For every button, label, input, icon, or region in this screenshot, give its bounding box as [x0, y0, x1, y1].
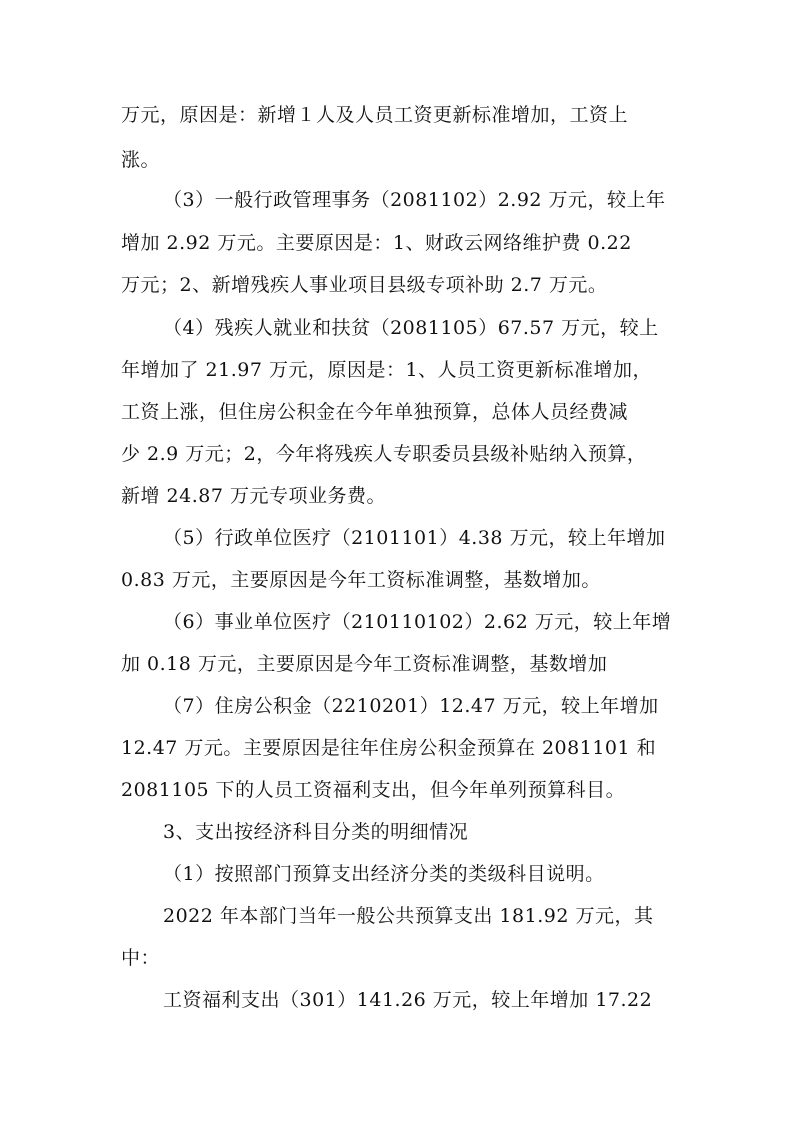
text-line: 中：: [121, 947, 161, 969]
text-line: 工资福利支出（301）141.26 万元，较上年增加 17.22: [163, 989, 653, 1011]
text-line: 少 2.9 万元；2，今年将残疾人专职委员县级补贴纳入预算，: [121, 443, 647, 465]
text-line: 2022 年本部门当年一般公共预算支出 181.92 万元，其: [163, 905, 654, 927]
text-line: （3）一般行政管理事务（2081102）2.92 万元，较上年: [163, 189, 666, 211]
text-line: 年增加了 21.97 万元，原因是：1、人员工资更新标准增加，: [121, 359, 653, 381]
text-line: 万元，原因是：新增１人及人员工资更新标准增加，工资上: [121, 104, 629, 126]
text-line: （5）行政单位医疗（2101101）4.38 万元，较上年增加: [163, 527, 666, 549]
text-line: 12.47 万元。主要原因是往年住房公积金预算在 2081101 和: [121, 737, 657, 759]
text-line: 涨。: [121, 149, 161, 171]
subsection-heading: （1）按照部门预算支出经济分类的类级科目说明。: [163, 863, 605, 885]
section-heading: 3、支出按经济科目分类的明细情况: [163, 821, 469, 843]
text-line: 2081105 下的人员工资福利支出，但今年单列预算科目。: [121, 779, 626, 801]
text-line: 工资上涨，但住房公积金在今年单独预算，总体人员经费减: [121, 401, 629, 423]
text-line: 新增 24.87 万元专项业务费。: [121, 485, 386, 507]
text-line: 加 0.18 万元，主要原因是今年工资标准调整，基数增加: [121, 653, 608, 675]
text-line: （6）事业单位医疗（210110102）2.62 万元，较上年增: [163, 611, 672, 633]
text-line: （4）残疾人就业和扶贫（2081105）67.57 万元，较上: [163, 317, 659, 339]
text-line: 增加 2.92 万元。主要原因是：1、财政云网络维护费 0.22: [121, 232, 632, 254]
text-line: （7）住房公积金（2210201）12.47 万元，较上年增加: [163, 695, 659, 717]
text-line: 0.83 万元，主要原因是今年工资标准调整，基数增加。: [121, 569, 601, 591]
text-line: 万元；2、新增残疾人事业项目县级专项补助 2.7 万元。: [121, 274, 608, 296]
